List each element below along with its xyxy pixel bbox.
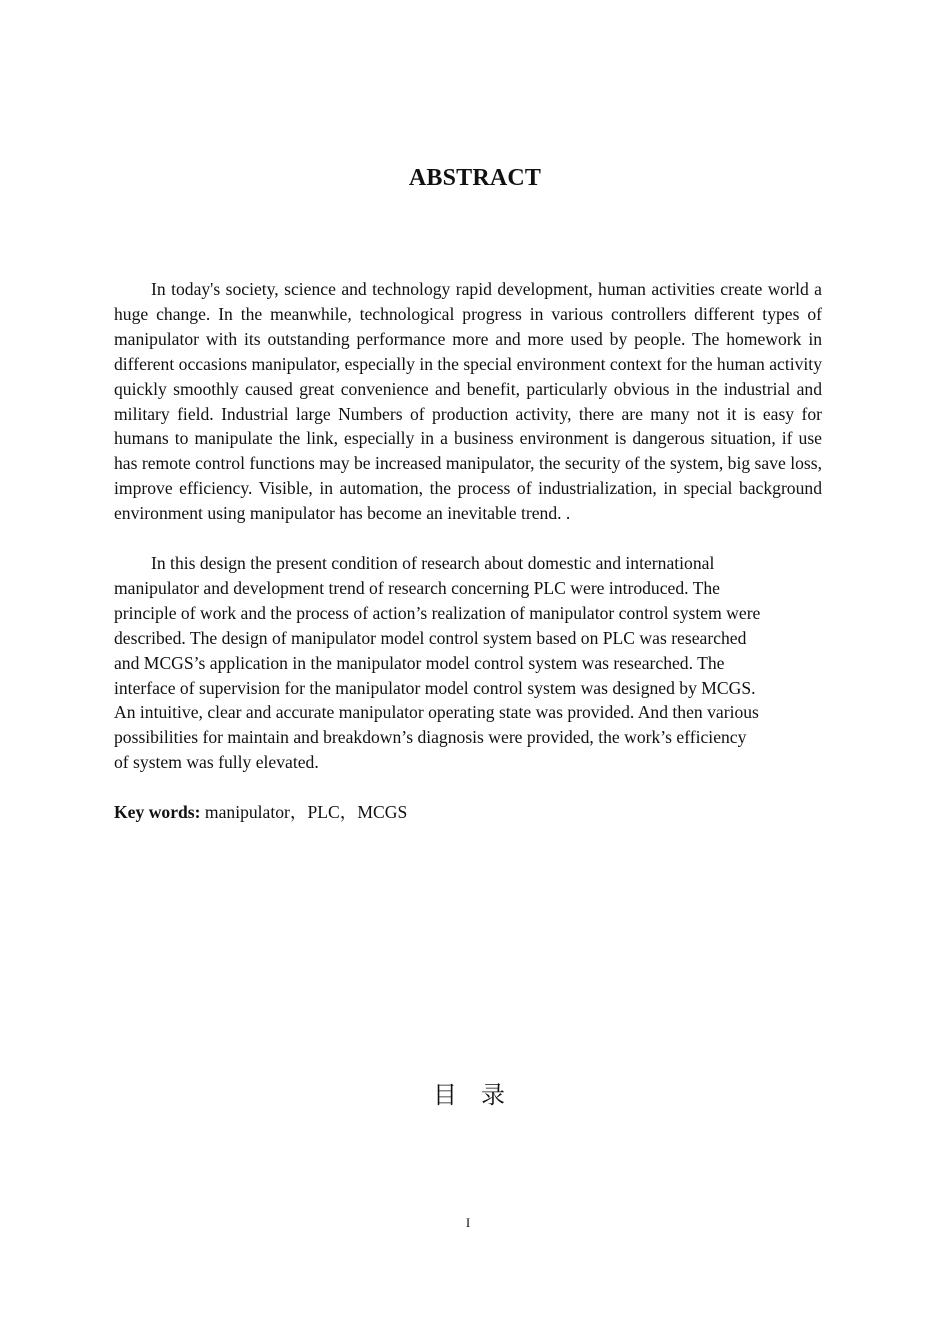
paragraph-2-line: principle of work and the process of action’s realization of manipulator control system were (114, 602, 761, 623)
paragraph-2-line: described. The design of manipulator model control system based on PLC was researched (114, 627, 747, 648)
keywords-value: manipulator，PLC，MCGS (200, 802, 408, 822)
paragraph-2-line: possibilities for maintain and breakdown’s diagnosis were provided, the work’s efficiency (114, 727, 747, 748)
paragraph-2-line: and MCGS’s application in the manipulator model control system was researched. The (114, 652, 725, 673)
paragraph-2-line: An intuitive, clear and accurate manipulator operating state was provided. And then various (114, 702, 759, 723)
paragraph-2-line: of system was fully elevated. (114, 752, 319, 773)
paragraph-2-line: interface of supervision for the manipulator model control system was designed by MCGS. (114, 677, 756, 698)
paragraph-2-line: manipulator and development trend of research concerning PLC were introduced. The (114, 577, 720, 598)
page-number: I (465, 1215, 471, 1230)
abstract-paragraph-2 (114, 551, 822, 775)
keywords-label: Key words: (114, 802, 201, 822)
keywords-line (114, 800, 407, 825)
paragraph-2-line: In this design the present condition of research about domestic and international (151, 553, 715, 573)
abstract-title: ABSTRACT (408, 165, 542, 191)
abstract-paragraph-1: In today's society, science and technology rapid development, human activities create world a huge change. In the meanwhile, technological progress in various controllers different types of manipulator with its outstanding performance more and more used by people. The homework in different occasions manipulator, especially in the special environment context for the human activity quickly smoothly caused great convenience and benefit, particularly obvious in the industrial and military field. Industrial large Numbers of production activity, there are many not it is easy for humans to manipulate the link, especially in a business environment is dangerous situation, if use has remote control functions may be increased manipulator, the security of the system, big save loss, improve efficiency. Visible, in automation, the process of industrialization, in special background environment using manipulator has become an inevitable trend. . (114, 279, 822, 524)
table-of-contents-title: 目录 (433, 1081, 529, 1109)
